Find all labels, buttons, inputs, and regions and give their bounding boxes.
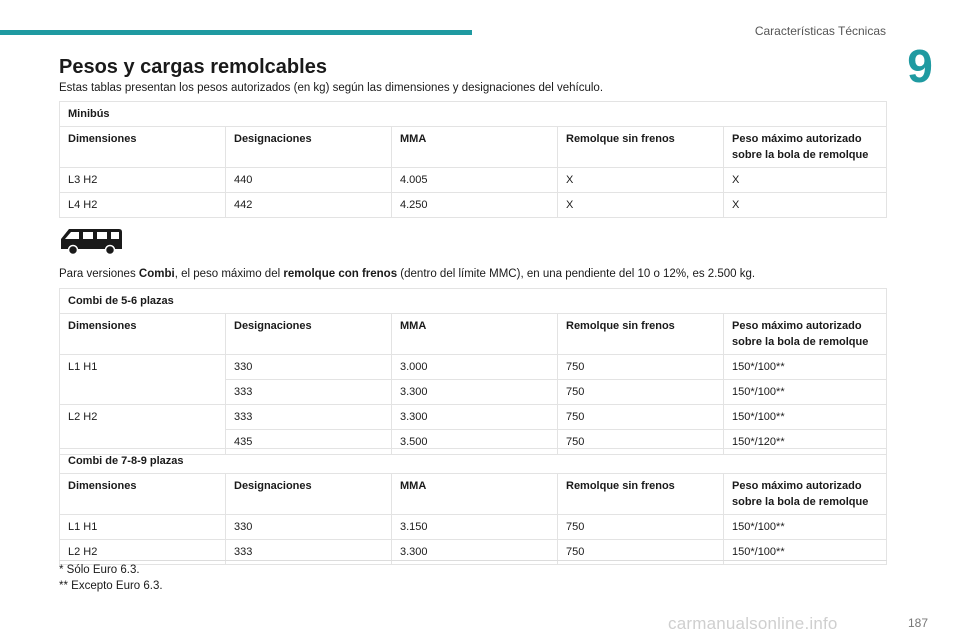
col-header-designations: Designaciones bbox=[226, 474, 392, 515]
table-caption: Combi de 7-8-9 plazas bbox=[60, 449, 887, 474]
cell-dimensions: L1 H1 bbox=[60, 355, 226, 405]
combi-7-8-9-table bbox=[59, 448, 887, 565]
cell-unbraked: 750 bbox=[558, 380, 724, 405]
cell-unbraked: 750 bbox=[558, 405, 724, 430]
page-title: Pesos y cargas remolcables bbox=[59, 56, 327, 78]
cell-towball: X bbox=[724, 193, 887, 218]
col-header-mma: MMA bbox=[392, 474, 558, 515]
table-caption-row bbox=[60, 289, 887, 314]
cell-dimensions: L2 H2 bbox=[60, 405, 226, 455]
table-caption-row bbox=[60, 449, 887, 474]
col-header-unbraked-trailer: Remolque sin frenos bbox=[558, 127, 724, 168]
cell-mma: 3.300 bbox=[392, 380, 558, 405]
footnote-euro63-only: * Sólo Euro 6.3. bbox=[59, 564, 140, 576]
cell-mma: 3.300 bbox=[392, 540, 558, 565]
note-text: Para versiones bbox=[59, 268, 139, 280]
table-row bbox=[60, 168, 887, 193]
col-header-unbraked-trailer: Remolque sin frenos bbox=[558, 474, 724, 515]
cell-designation: 330 bbox=[226, 355, 392, 380]
cell-mma: 3.300 bbox=[392, 405, 558, 430]
footnote-divider bbox=[59, 560, 887, 561]
cell-towball: 150*/120** bbox=[724, 430, 887, 455]
cell-designation: 333 bbox=[226, 540, 392, 565]
cell-unbraked: X bbox=[558, 193, 724, 218]
table-row bbox=[60, 193, 887, 218]
col-header-max-towball: Peso máximo autorizado sobre la bola de remolque bbox=[724, 127, 887, 168]
chapter-number: 9 bbox=[907, 40, 933, 92]
cell-dimensions: L1 H1 bbox=[60, 515, 226, 540]
cell-unbraked: 750 bbox=[558, 430, 724, 455]
col-header-designations: Designaciones bbox=[226, 127, 392, 168]
table-row bbox=[60, 515, 887, 540]
table-caption-row bbox=[60, 102, 887, 127]
cell-mma: 3.500 bbox=[392, 430, 558, 455]
col-header-mma: MMA bbox=[392, 127, 558, 168]
table-caption: Combi de 5-6 plazas bbox=[60, 289, 887, 314]
table-row bbox=[60, 405, 887, 430]
col-header-dimensions: Dimensiones bbox=[60, 127, 226, 168]
cell-towball: 150*/100** bbox=[724, 380, 887, 405]
watermark: carmanualsonline.info bbox=[668, 614, 838, 633]
cell-mma: 4.005 bbox=[392, 168, 558, 193]
cell-unbraked: 750 bbox=[558, 540, 724, 565]
footnote-except-euro63: ** Excepto Euro 6.3. bbox=[59, 580, 163, 592]
cell-unbraked: X bbox=[558, 168, 724, 193]
cell-towball: 150*/100** bbox=[724, 405, 887, 430]
note-bold-braked-trailer: remolque con frenos bbox=[283, 268, 398, 280]
col-header-max-towball: Peso máximo autorizado sobre la bola de remolque bbox=[724, 474, 887, 515]
section-title: Características Técnicas bbox=[754, 24, 886, 38]
note-bold-combi: Combi bbox=[138, 268, 175, 280]
minibus-icon bbox=[59, 225, 125, 255]
table-header-row bbox=[60, 474, 887, 515]
combi-towing-note bbox=[59, 268, 755, 280]
col-header-dimensions: Dimensiones bbox=[60, 474, 226, 515]
cell-unbraked: 750 bbox=[558, 355, 724, 380]
cell-designation: 440 bbox=[226, 168, 392, 193]
cell-towball: X bbox=[724, 168, 887, 193]
col-header-unbraked-trailer: Remolque sin frenos bbox=[558, 314, 724, 355]
cell-designation: 435 bbox=[226, 430, 392, 455]
cell-mma: 3.150 bbox=[392, 515, 558, 540]
cell-unbraked: 750 bbox=[558, 515, 724, 540]
col-header-designations: Designaciones bbox=[226, 314, 392, 355]
cell-designation: 330 bbox=[226, 515, 392, 540]
combi-5-6-table bbox=[59, 288, 887, 455]
col-header-dimensions: Dimensiones bbox=[60, 314, 226, 355]
cell-mma: 4.250 bbox=[392, 193, 558, 218]
cell-towball: 150*/100** bbox=[724, 540, 887, 565]
cell-designation: 333 bbox=[226, 380, 392, 405]
page-number: 187 bbox=[907, 616, 928, 630]
cell-dimensions: L2 H2 bbox=[60, 540, 226, 565]
table-header-row bbox=[60, 127, 887, 168]
cell-towball: 150*/100** bbox=[724, 515, 887, 540]
cell-designation: 333 bbox=[226, 405, 392, 430]
intro-text: Estas tablas presentan los pesos autorizados (en kg) según las dimensiones y designaciones del vehículo. bbox=[59, 82, 604, 94]
cell-towball: 150*/100** bbox=[724, 355, 887, 380]
table-row bbox=[60, 355, 887, 380]
minibus-table bbox=[59, 101, 887, 218]
header-accent-bar bbox=[0, 30, 472, 35]
cell-mma: 3.000 bbox=[392, 355, 558, 380]
col-header-max-towball: Peso máximo autorizado sobre la bola de remolque bbox=[724, 314, 887, 355]
cell-dimensions: L4 H2 bbox=[60, 193, 226, 218]
table-header-row bbox=[60, 314, 887, 355]
cell-dimensions: L3 H2 bbox=[60, 168, 226, 193]
note-text: , el peso máximo del bbox=[174, 268, 284, 280]
cell-designation: 442 bbox=[226, 193, 392, 218]
note-text: (dentro del límite MMC), en una pendiente del 10 o 12%, es 2.500 kg. bbox=[397, 268, 756, 280]
table-caption: Minibús bbox=[60, 102, 887, 127]
col-header-mma: MMA bbox=[392, 314, 558, 355]
